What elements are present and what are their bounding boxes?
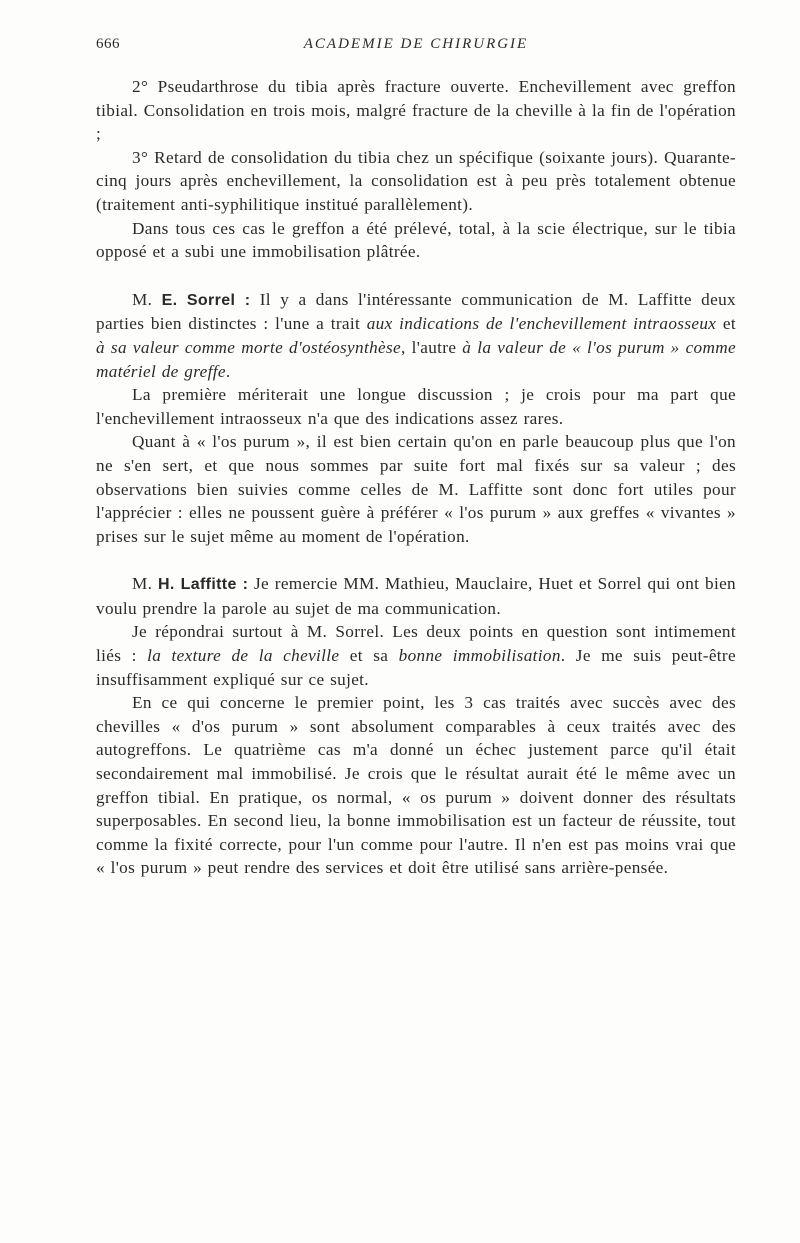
speaker-prefix: M. — [132, 574, 159, 594]
paragraph-conclusion: En ce qui concerne le premier point, les 3 cas traités avec succès avec des chevilles « d'os purum » sont absolument comparables à ceux traités avec des autogreffons. Le quatrième cas m'a donné un échec justement parce qu'il était secondairement mal immobilisé. Je crois que le résultat aurait été le même avec un greffon tibial. En pratique, os normal, « os purum » doivent donner des résultats superposables. En second lieu, la bonne immobilisation est un facteur de réussite, tout comme la fixité correcte, pour l'un comme pour l'autre. Il n'en est pas moins vrai que « l'os purum » peut rendre des services et doit être utilisé sans arrière-pensée. — [96, 693, 736, 878]
text-span: , l'autre — [401, 337, 463, 357]
text-span: . — [225, 361, 231, 381]
page-header — [96, 36, 736, 58]
speaker-name-sorrel: E. Sorrel : — [161, 291, 251, 309]
paragraph-case-3: 3° Retard de consolidation du tibia chez un spécifique (soixante jours). Quarante-cinq jours après enchevillement, la consolidation est à peu près totalement obtenue (traitement anti-syphilitique institué parallèlement). — [96, 147, 736, 214]
paragraph-case-2: 2° Pseudarthrose du tibia après fracture ouverte. Enchevillement avec greffon tibial. Consolidation en trois mois, malgré fracture de la cheville à la fin de l'opération ; — [96, 77, 736, 144]
paragraph-sorrel-intervention — [96, 288, 736, 383]
speaker-prefix: M. — [132, 289, 162, 309]
paragraph-first-point: La première mériterait une longue discussion ; je crois pour ma part que l'enchevillement intraosseux n'a que des indications assez rares. — [96, 385, 736, 428]
section-gap — [96, 264, 736, 288]
text-span: . Je me suis peut-être insuffisamment expliqué sur ce sujet. — [96, 646, 736, 689]
paragraph-reply-sorrel — [96, 620, 736, 691]
text-span: Il y a dans l'intéressante communication de M. Laffitte deux parties bien distinctes : l'une a trait — [96, 289, 736, 334]
body-text — [96, 75, 736, 880]
italic-span: aux indications de l'enchevillement intraosseux — [366, 314, 717, 334]
italic-span: bonne immobilisation — [398, 646, 561, 666]
speaker-name-laffitte: H. Laffitte : — [158, 576, 249, 594]
italic-span: la texture de la cheville — [147, 646, 340, 666]
text-span: et — [716, 314, 736, 334]
paragraph-os-purum: Quant à « l'os purum », il est bien certain qu'on en parle beaucoup plus que l'on ne s'en sert, et que nous sommes par suite fort mal fixés sur sa valeur ; des observations bien suivies comme celles de M. Laffitte sont donc fort utiles pour l'apprécier : elles ne poussent guère à préférer « l'os purum » aux greffes « vivantes » prises sur le sujet même au moment de l'opération. — [96, 432, 736, 546]
text-span: Je répondrai surtout à M. Sorrel. Les deux points en question sont intimement liés : — [96, 622, 736, 666]
running-head: ACADEMIE DE CHIRURGIE — [303, 36, 529, 52]
paragraph-laffitte-reply — [96, 572, 736, 620]
text-span: Je remercie MM. Mathieu, Mauclaire, Huet et Sorrel qui ont bien voulu prendre la parole au sujet de ma communication. — [96, 574, 736, 618]
text-span: et sa — [339, 646, 399, 666]
page-number: 666 — [96, 36, 120, 52]
italic-span: à sa valeur comme morte d'ostéosynthèse — [96, 337, 402, 357]
paragraph-graft-summary: Dans tous ces cas le greffon a été prélevé, total, à la scie électrique, sur le tibia opposé et a subi une immobilisation plâtrée. — [96, 218, 736, 262]
italic-span: à la valeur de « l'os purum » comme matériel de greffe — [96, 337, 737, 381]
section-gap — [96, 548, 736, 572]
